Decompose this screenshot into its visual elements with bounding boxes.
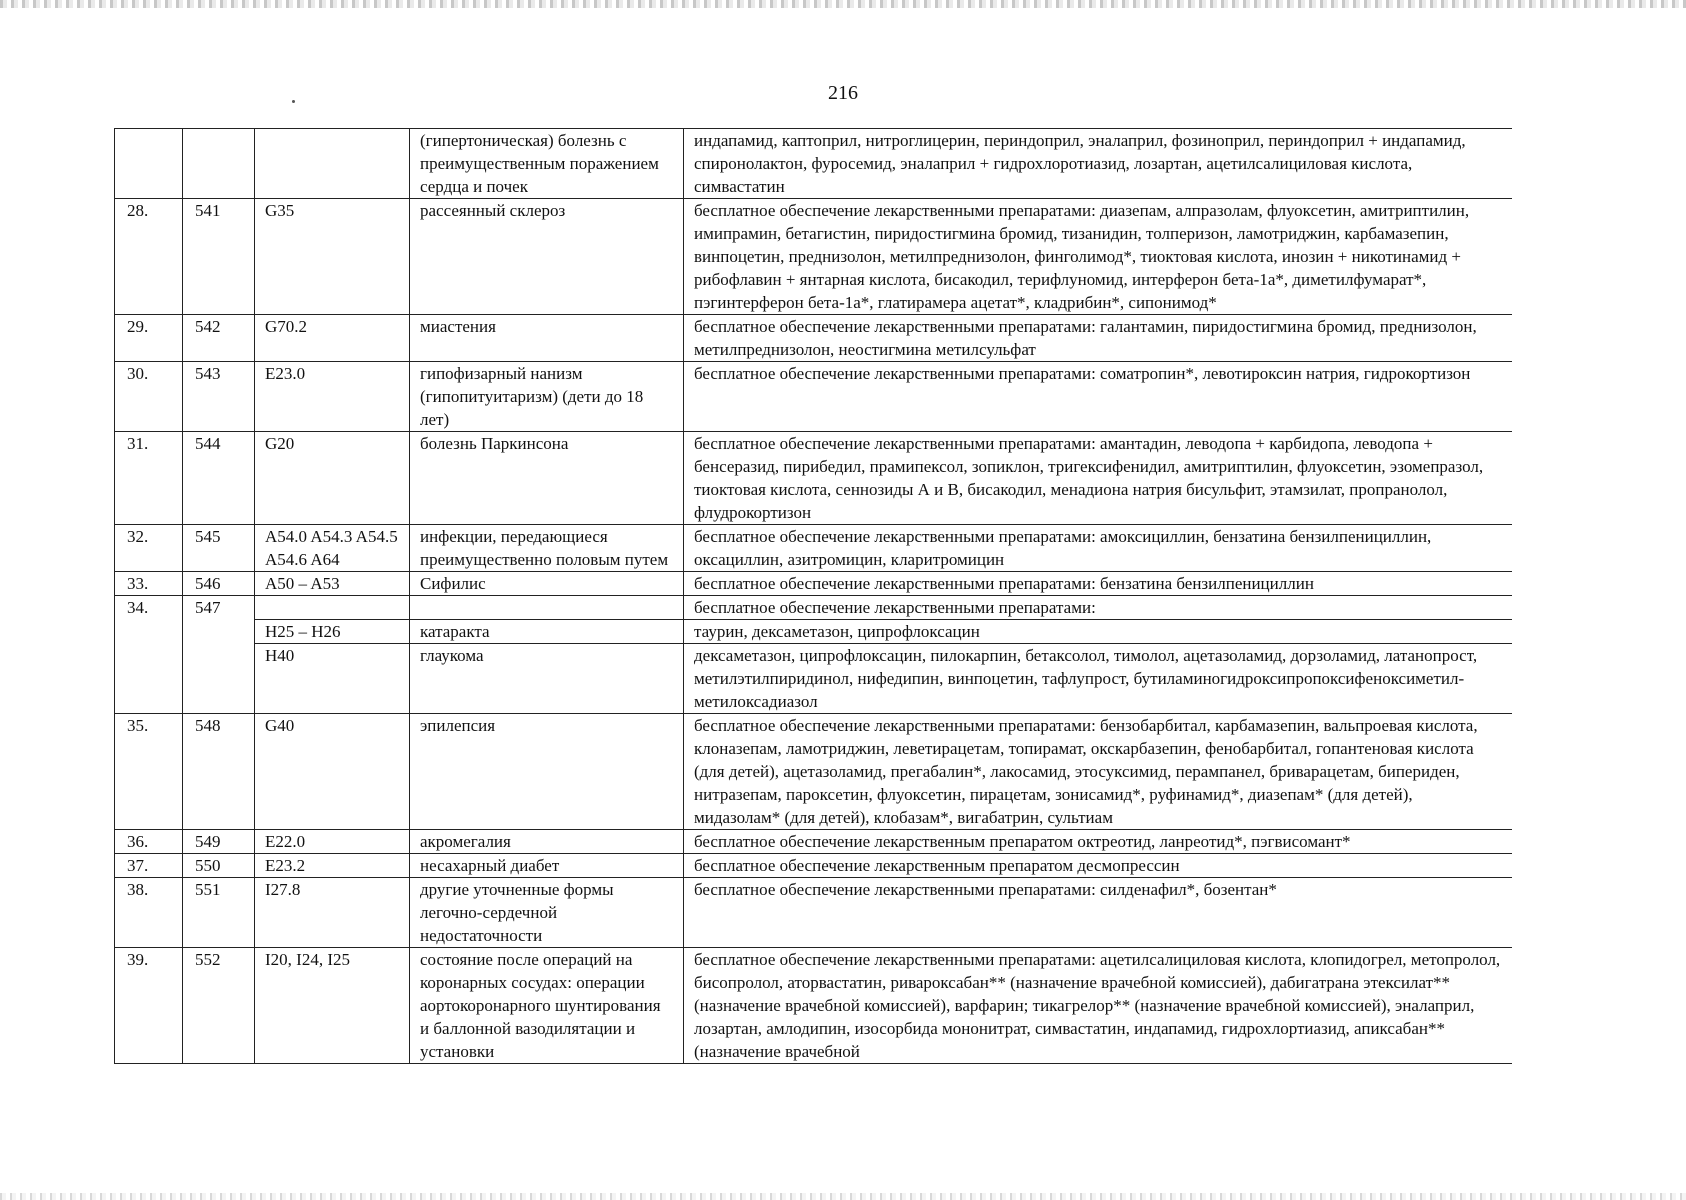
table-row (115, 714, 1513, 830)
table-row (115, 199, 1513, 315)
icd-code-cell: H40 (255, 644, 410, 714)
row-id-cell: 543 (183, 362, 255, 432)
row-number-cell: 36. (115, 830, 183, 854)
table-row (115, 948, 1513, 1064)
table-row (115, 854, 1513, 878)
row-id-cell: 547 (183, 596, 255, 714)
scan-speck (292, 100, 295, 103)
row-id-cell (183, 129, 255, 199)
row-number-cell: 29. (115, 315, 183, 362)
drugs-cell: бесплатное обеспечение лекарственными препаратами: амоксициллин, бензатина бензилпенициллин, оксациллин, азитромицин, кларитромицин (684, 525, 1513, 572)
row-number-cell: 33. (115, 572, 183, 596)
disease-cell: другие уточненные формы легочно-сердечной недостаточности (410, 878, 684, 948)
table-row (115, 644, 1513, 714)
row-id-cell: 541 (183, 199, 255, 315)
disease-cell: катаракта (410, 620, 684, 644)
icd-code-cell: E23.2 (255, 854, 410, 878)
row-id-cell: 545 (183, 525, 255, 572)
row-number-cell: 38. (115, 878, 183, 948)
icd-code-cell: G35 (255, 199, 410, 315)
icd-code-cell: H25 – H26 (255, 620, 410, 644)
disease-cell: эпилепсия (410, 714, 684, 830)
disease-cell: Сифилис (410, 572, 684, 596)
row-number-cell: 34. (115, 596, 183, 714)
disease-cell: глаукома (410, 644, 684, 714)
table-row (115, 362, 1513, 432)
drugs-cell: таурин, дексаметазон, ципрофлоксацин (684, 620, 1513, 644)
disease-cell: (гипертоническая) болезнь с преимущественным поражением сердца и почек (410, 129, 684, 199)
table-row (115, 129, 1513, 199)
icd-code-cell: A54.0 A54.3 A54.5 A54.6 A64 (255, 525, 410, 572)
row-id-cell: 550 (183, 854, 255, 878)
icd-code-cell: G40 (255, 714, 410, 830)
drugs-cell: бесплатное обеспечение лекарственным препаратом октреотид, ланреотид*, пэгвисомант* (684, 830, 1513, 854)
table-row (115, 620, 1513, 644)
drugs-cell: бесплатное обеспечение лекарственными препаратами: бензобарбитал, карбамазепин, вальпроевая кислота, клоназепам, ламотриджин, леветирацетам, топирамат, окскарбазепин, фенобарбитал, гопантеновая кислота (для детей), ацетазоламид, прегабалин*, лакосамид, этосуксимид, перампанел, бриварацетам, бипериден, нитразепам, пароксетин, флуоксетин, пирацетам, зонисамид*, руфинамид*, диазепам* (для детей), мидазолам* (для детей), клобазам*, вигабатрин, сультиам (684, 714, 1513, 830)
icd-code-cell: A50 – A53 (255, 572, 410, 596)
icd-code-cell: G20 (255, 432, 410, 525)
table-row (115, 432, 1513, 525)
scan-edge-top (0, 0, 1686, 8)
drugs-cell: бесплатное обеспечение лекарственными препаратами: соматропин*, левотироксин натрия, гидрокортизон (684, 362, 1513, 432)
table-row (115, 525, 1513, 572)
drugs-cell: дексаметазон, ципрофлоксацин, пилокарпин, бетаксолол, тимолол, ацетазоламид, дорзоламид, латанопрост, метилэтилпиридинол, нифедипин, винпоцетин, тафлупрост, бутиламиногидроксипропоксифеноксиметил-метилоксадиазол (684, 644, 1513, 714)
disease-cell: миастения (410, 315, 684, 362)
row-number-cell: 31. (115, 432, 183, 525)
row-id-cell: 544 (183, 432, 255, 525)
row-number-cell: 35. (115, 714, 183, 830)
drugs-cell: бесплатное обеспечение лекарственными препаратами: амантадин, леводопа + карбидопа, леводопа + бенсеразид, пирибедил, прамипексол, зопиклон, тригексифенидил, амитриптилин, флуоксетин, эзомепразол, тиоктовая кислота, сеннозиды А и В, бисакодил, менадиона натрия бисульфит, этамзилат, пропранолол, флудрокортизон (684, 432, 1513, 525)
row-number-cell (115, 129, 183, 199)
page-number: 216 (828, 82, 858, 104)
drugs-cell: индапамид, каптоприл, нитроглицерин, периндоприл, эналаприл, фозиноприл, периндоприл + индапамид, спиронолактон, фуросемид, эналаприл + гидрохлоротиазид, лозартан, ацетилсалициловая кислота, симвастатин (684, 129, 1513, 199)
row-id-cell: 546 (183, 572, 255, 596)
drugs-cell: бесплатное обеспечение лекарственными препаратами: ацетилсалициловая кислота, клопидогрел, метопролол, бисопролол, аторвастатин, ривароксабан** (назначение врачебной комиссией), дабигатрана этексилат** (назначение врачебной комиссией), варфарин; тикагрелор** (назначение врачебной комиссией), эналаприл, лозартан, амлодипин, изосорбида мононитрат, симвастатин, индапамид, гидрохлортиазид, апиксабан** (назначение врачебной (684, 948, 1513, 1064)
icd-code-cell: I27.8 (255, 878, 410, 948)
icd-code-cell: I20, I24, I25 (255, 948, 410, 1064)
disease-cell: акромегалия (410, 830, 684, 854)
row-number-cell: 37. (115, 854, 183, 878)
drugs-cell: бесплатное обеспечение лекарственными препаратами: диазепам, алпразолам, флуоксетин, амитриптилин, имипрамин, бетагистин, пиридостигмина бромид, тизанидин, толперизон, ламотриджин, карбамазепин, винпоцетин, преднизолон, метилпреднизолон, финголимод*, тиоктовая кислота, инозин + никотинамид + рибофлавин + янтарная кислота, бисакодил, терифлуномид, интерферон бета-1а*, диметилфумарат*, пэгинтерферон бета-1а*, глатирамера ацетат*, кладрибин*, сипонимод* (684, 199, 1513, 315)
icd-code-cell: E23.0 (255, 362, 410, 432)
icd-code-cell (255, 129, 410, 199)
disease-cell: рассеянный склероз (410, 199, 684, 315)
drugs-cell: бесплатное обеспечение лекарственными препаратами: галантамин, пиридостигмина бромид, преднизолон, метилпреднизолон, неостигмина метилсульфат (684, 315, 1513, 362)
table-row (115, 878, 1513, 948)
drugs-cell: бесплатное обеспечение лекарственным препаратом десмопрессин (684, 854, 1513, 878)
disease-cell: несахарный диабет (410, 854, 684, 878)
scan-edge-bottom (0, 1193, 1686, 1200)
icd-code-cell: G70.2 (255, 315, 410, 362)
icd-code-cell (255, 596, 410, 620)
row-id-cell: 549 (183, 830, 255, 854)
disease-cell: болезнь Паркинсона (410, 432, 684, 525)
disease-cell: инфекции, передающиеся преимущественно половым путем (410, 525, 684, 572)
row-number-cell: 28. (115, 199, 183, 315)
drugs-cell: бесплатное обеспечение лекарственными препаратами: бензатина бензилпенициллин (684, 572, 1513, 596)
row-number-cell: 32. (115, 525, 183, 572)
row-id-cell: 542 (183, 315, 255, 362)
table-row (115, 315, 1513, 362)
row-number-cell: 30. (115, 362, 183, 432)
medication-table (114, 128, 1512, 1064)
table-body (115, 129, 1513, 1064)
disease-cell (410, 596, 684, 620)
row-number-cell: 39. (115, 948, 183, 1064)
drugs-cell: бесплатное обеспечение лекарственными препаратами: (684, 596, 1513, 620)
icd-code-cell: E22.0 (255, 830, 410, 854)
drugs-cell: бесплатное обеспечение лекарственными препаратами: силденафил*, бозентан* (684, 878, 1513, 948)
table-row (115, 596, 1513, 620)
medication-table-container (114, 128, 1512, 1130)
row-id-cell: 551 (183, 878, 255, 948)
row-id-cell: 552 (183, 948, 255, 1064)
table-row (115, 830, 1513, 854)
disease-cell: гипофизарный нанизм (гипопитуитаризм) (дети до 18 лет) (410, 362, 684, 432)
disease-cell: состояние после операций на коронарных сосудах: операции аортокоронарного шунтирования и баллонной вазодилятации и установки (410, 948, 684, 1064)
table-row (115, 572, 1513, 596)
row-id-cell: 548 (183, 714, 255, 830)
